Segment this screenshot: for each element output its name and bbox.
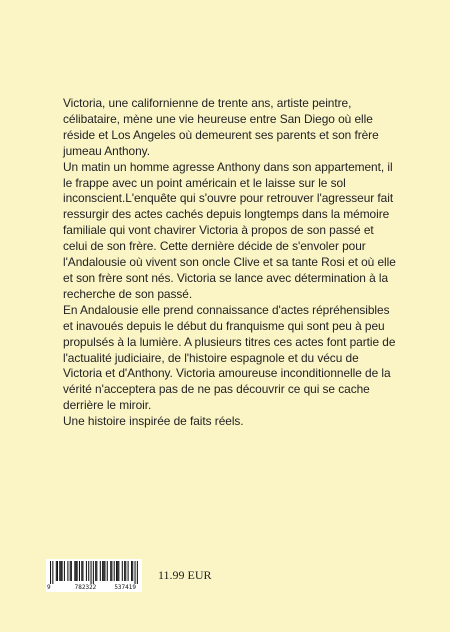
- barcode-bar: [88, 561, 89, 581]
- barcode-bar: [100, 561, 101, 581]
- blurb-paragraph-2: Un matin un homme agresse Anthony dans son appartement, il le frappe avec un point américain et le laisse sur le sol inconscient.L'enquête qui s'ouvre pour retrouver l'agresseur fait ressurgir des actes cachés depuis longtemps dans la mémoire familiale qui vont chavirer Victoria à propos de son passé et celui de son frère. Cette dernière décide de s'envoler pour l'Andalousie où vivent son oncle Clive et sa tante Rosi et où elle et son frère sont nés. Victoria se lance avec détermination à la recherche de son passé.: [63, 159, 396, 301]
- barcode-bar: [86, 561, 87, 581]
- barcode-bar: [116, 561, 117, 581]
- barcode-bar: [103, 561, 104, 581]
- barcode-bar: [135, 561, 136, 584]
- barcode-bar: [79, 561, 80, 581]
- barcode-bar: [128, 561, 129, 581]
- barcode-bar: [137, 561, 138, 584]
- barcode-bar: [71, 561, 72, 581]
- barcode-bar: [102, 561, 103, 581]
- barcode-bar: [52, 561, 53, 584]
- barcode-bar: [62, 561, 63, 581]
- barcode-bar: [70, 561, 71, 581]
- barcode-bar: [110, 561, 111, 581]
- barcode-bar: [122, 561, 123, 581]
- barcode-bar: [75, 561, 76, 581]
- barcode-bar: [131, 561, 132, 581]
- price-label: 11.99 EUR: [158, 568, 212, 582]
- barcode-digits: [46, 584, 142, 591]
- barcode-bar: [111, 561, 112, 581]
- barcode-bar: [64, 561, 65, 581]
- barcode-bar: [81, 561, 82, 581]
- barcode-digits-right: 537419: [114, 584, 136, 591]
- barcode-bar: [132, 561, 133, 581]
- barcode-bar: [57, 561, 58, 581]
- barcode-bar: [59, 561, 60, 581]
- barcode-bar: [96, 561, 97, 581]
- barcode-bar: [93, 561, 94, 584]
- barcode-bar: [118, 561, 119, 581]
- barcode-bar: [107, 561, 108, 581]
- barcode-bar: [50, 561, 51, 584]
- isbn-barcode: [46, 559, 142, 592]
- barcode-bar: [95, 561, 96, 581]
- blurb-paragraph-3: En Andalousie elle prend connaissance d'actes répréhensibles et inavoués depuis le début du franquisme qui sont peu à peu propulsés à la lumière. A plusieurs titres ces actes font partie de l'actualité judiciaire, de l'histoire espagnole et du vécu de Victoria et d'Anthony. Victoria amoureuse inconditionnelle de la vérité n'acceptera pas de ne pas découvrir ce qui se cache derrière le miroir.: [63, 302, 396, 413]
- barcode-bar: [67, 561, 68, 581]
- barcode-bar: [117, 561, 118, 581]
- barcode-bar: [125, 561, 126, 581]
- barcode-bar: [124, 561, 125, 581]
- barcode-bar: [82, 561, 83, 581]
- barcode-bar: [74, 561, 75, 581]
- barcode-bar: [77, 561, 78, 581]
- barcode-bar: [56, 561, 57, 581]
- blurb-paragraph-4: Une histoire inspirée de faits réels.: [63, 414, 244, 429]
- back-cover-blurb: [63, 96, 399, 430]
- barcode-bar: [60, 561, 61, 581]
- blurb-paragraph-1: Victoria, une californienne de trente ans, artiste peintre, célibataire, mène une vie heureuse entre San Diego où elle réside et Los Angeles où demeurent ses parents et son frère jumeau Anthony.: [63, 96, 379, 158]
- barcode-bar: [104, 561, 105, 581]
- barcode-digits-left: 782322: [74, 584, 97, 591]
- barcode-bars: [50, 561, 138, 584]
- barcode-bar: [91, 561, 92, 584]
- barcode-bar: [114, 561, 115, 581]
- barcode-digit-lead: 9: [47, 584, 51, 591]
